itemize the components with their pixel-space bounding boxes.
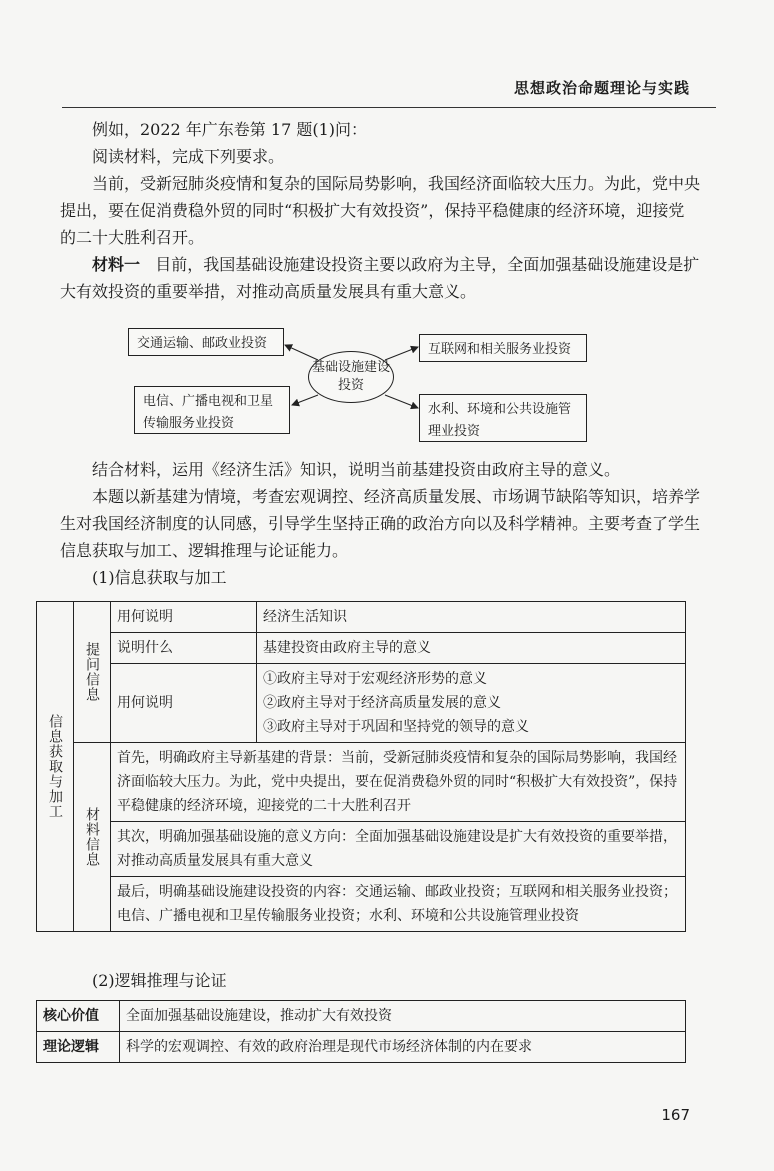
list-item: ③政府主导对于巩固和坚持党的领导的意义 [262,719,529,735]
material-info-label: 材料信息 [74,743,111,932]
row-label: 理论逻辑 [37,1032,120,1063]
example-intro: 例如，2022 年广东卷第 17 题(1)问： [92,120,368,139]
diagram-box-transport: 交通运输、邮政业投资 [128,328,284,356]
list-item: ①政府主导对于宏观经济形势的意义 [262,671,487,687]
list-item: ②政府主导对于经济高质量发展的意义 [262,695,501,711]
question-block [60,456,700,591]
table-row [37,1032,686,1063]
material-one-label: 材料一 [92,255,141,274]
material-item: 最后，明确基础设施建设投资的内容：交通运输、邮政业投资；互联网和相关服务业投资；电信、广播电视和卫星传输服务业投资；水利、环境和公共设施管理业投资 [111,877,686,932]
diagram-box-water: 水利、环境和公共设施管理业投资 [419,394,587,442]
material-one-text: 目前，我国基础设施建设投资主要以政府为主导，全面加强基础设施建设是扩大有效投资的重要举措，对推动高质量发展具有重大意义。 [60,255,700,301]
table-row [37,664,686,743]
question-text: 结合材料，运用《经济生活》知识，说明当前基建投资由政府主导的意义。 [92,460,621,479]
section2-title-wrap [60,967,700,994]
how-label: 用何说明 [111,664,257,743]
table-row [37,822,686,877]
row-content: 基建投资由政府主导的意义 [256,633,685,664]
section2-title: (2)逻辑推理与论证 [92,971,227,990]
instruction-line: 阅读材料，完成下列要求。 [92,147,285,166]
diagram-center-node [308,351,394,403]
row-label: 说明什么 [111,633,257,664]
table-row [37,602,686,633]
prompt-info-label: 提问信息 [74,602,111,743]
section1-title: (1)信息获取与加工 [92,568,227,587]
how-items [256,664,685,743]
diagram-center-label: 基础设施建设投资 [311,360,390,393]
material-item: 首先，明确政府主导新基建的背景：当前，受新冠肺炎疫情和复杂的国际局势影响，我国经济面临较大压力。为此，党中央提出，要在促消费稳外贸的同时“积极扩大有效投资”，保持平稳健康的经济环境，迎接党的二十大胜利召开 [111,743,686,822]
page-number: 167 [661,1106,690,1124]
diagram-box-telecom: 电信、广播电视和卫星传输服务业投资 [134,386,290,434]
running-header: 思想政治命题理论与实践 [513,79,690,97]
row-content: 经济生活知识 [256,602,685,633]
row-content: 科学的宏观调控、有效的政府治理是现代市场经济体制的内在要求 [120,1032,686,1063]
background-paragraph: 当前，受新冠肺炎疫情和复杂的国际局势影响，我国经济面临较大压力。为此，党中央提出，要在促消费稳外贸的同时“积极扩大有效投资”，保持平稳健康的经济环境，迎接党的二十大胜利召开。 [60,174,701,247]
analysis-paragraph: 本题以新基建为情境，考查宏观调控、经济高质量发展、市场调节缺陷等知识，培养学生对我国经济制度的认同感，引导学生坚持正确的政治方向以及科学精神。主要考查了学生信息获取与加工、逻辑推理与论证能力。 [60,487,701,560]
table-row [37,877,686,932]
material-item: 其次，明确加强基础设施的意义方向：全面加强基础设施建设是扩大有效投资的重要举措，对推动高质量发展具有重大意义 [111,822,686,877]
logic-table [36,1000,686,1063]
outer-label: 信息获取与加工 [37,602,74,932]
row-label: 核心价值 [37,1001,120,1032]
info-table [36,601,686,932]
diagram-box-internet: 互联网和相关服务业投资 [419,334,587,362]
row-content: 全面加强基础设施建设，推动扩大有效投资 [120,1001,686,1032]
table-row [37,743,686,822]
table-row [37,633,686,664]
row-label: 用何说明 [111,602,257,633]
table-row [37,1001,686,1032]
